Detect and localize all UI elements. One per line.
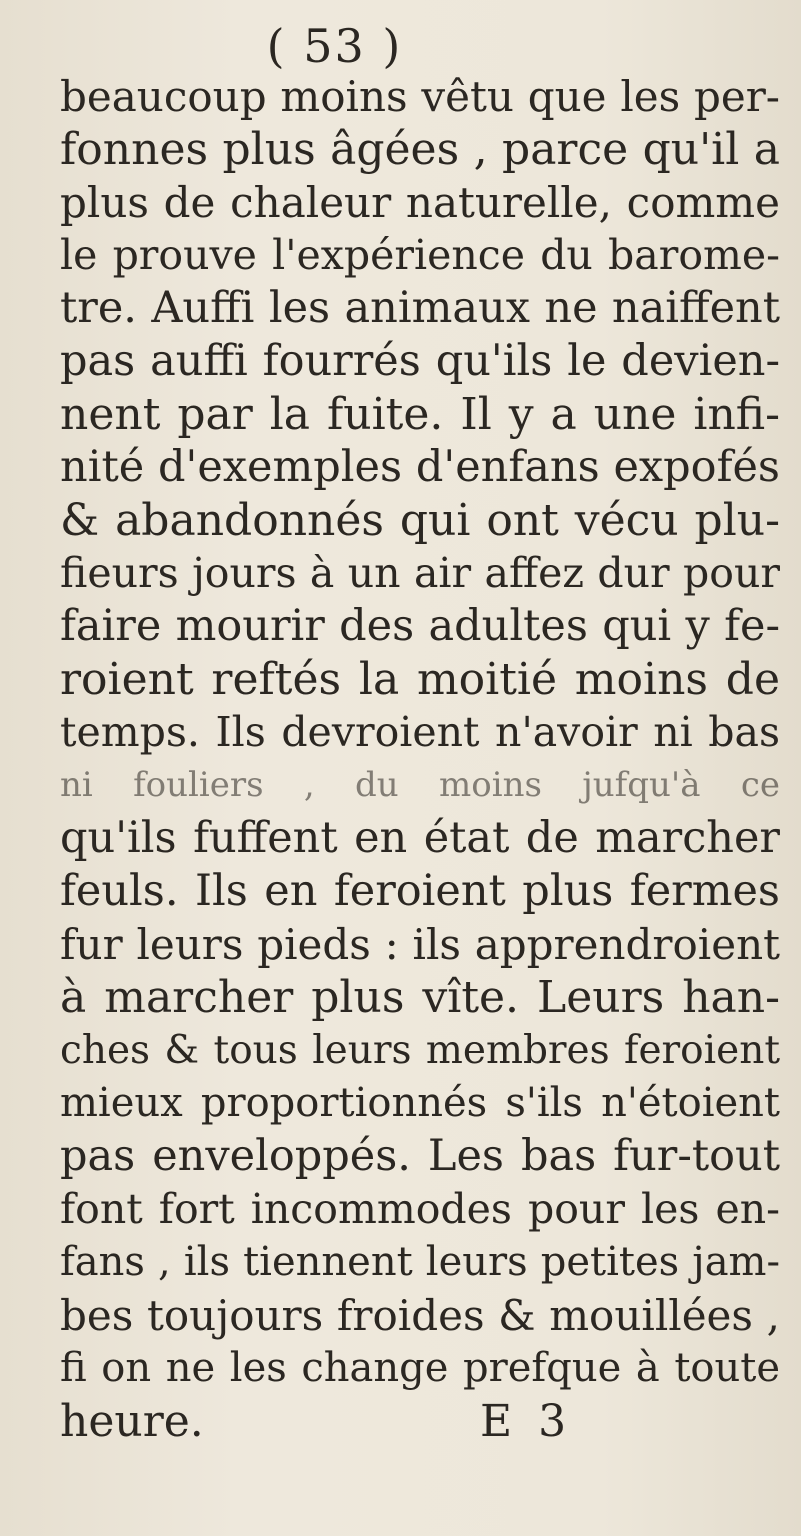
text-line: bes toujours froides & mouillées , xyxy=(60,1291,780,1340)
text-line: feuls. Ils en feroient plus fermes xyxy=(60,866,780,916)
page-number: ( 53 ) xyxy=(266,19,403,73)
text-line: plus de chaleur naturelle, comme xyxy=(60,178,780,227)
text-line: temps. Ils devroient n'avoir ni bas xyxy=(60,708,780,756)
body-text xyxy=(60,70,780,1448)
text-line: tre. Auffi les animaux ne naiffent xyxy=(60,283,780,333)
text-line: faire mourir des adultes qui y fe- xyxy=(60,601,780,651)
text-line: fieurs jours à un air affez dur pour xyxy=(60,549,780,597)
text-line: & abandonnés qui ont vécu plu- xyxy=(60,495,780,546)
text-line-faded: ni fouliers , du moins jufqu'à ce xyxy=(60,765,780,805)
text-line: fonnes plus âgées , parce qu'il a xyxy=(60,124,780,175)
signature-mark: E 3 xyxy=(480,1396,573,1447)
text-line: pas auffi fourrés qu'ils le devien- xyxy=(60,336,780,386)
last-line xyxy=(60,1395,780,1448)
text-line: beaucoup moins vêtu que les per- xyxy=(60,72,780,121)
text-line: mieux proportionnés s'ils n'étoient xyxy=(60,1080,780,1126)
text-line: à marcher plus vîte. Leurs han- xyxy=(60,972,780,1023)
text-line: fi on ne les change prefque à toute xyxy=(60,1345,780,1391)
text-line: nent par la fuite. Il y a une infi- xyxy=(60,389,780,440)
last-line-text: heure. xyxy=(60,1396,204,1447)
text-line: qu'ils fuffent en état de marcher xyxy=(60,813,780,863)
text-line: fans , ils tiennent leurs petites jam- xyxy=(60,1239,780,1285)
text-line: nité d'exemples d'enfans expofés xyxy=(60,442,780,492)
text-line: font fort incommodes pour les en- xyxy=(60,1185,780,1233)
text-line: ches & tous leurs membres feroient xyxy=(60,1028,780,1073)
text-line: roient reftés la moitié moins de xyxy=(60,654,780,705)
text-line: le prouve l'expérience du barome- xyxy=(60,231,780,279)
text-line: fur leurs pieds : ils apprendroient xyxy=(60,920,780,969)
text-line: pas enveloppés. Les bas fur-tout xyxy=(60,1131,780,1181)
